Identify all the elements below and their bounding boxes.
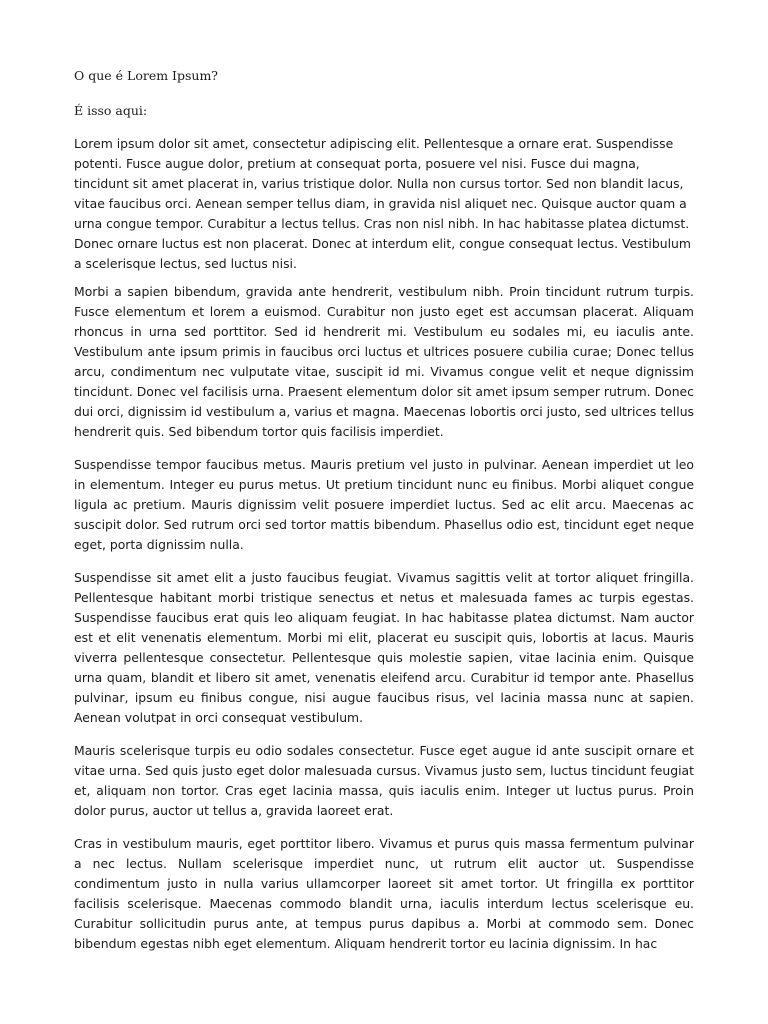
paragraph-4: Suspendisse sit amet elit a justo faucibus feugiat. Vivamus sagittis velit at tortor aliquet fringilla. Pellentesque habitant morbi tristique senectus et netus et malesuada fames ac turpis egestas. Suspendisse faucibus erat quis leo aliquam feugiat. In hac habitasse platea dictumst. Nam auctor est et elit venenatis elementum. Morbi mi elit, placerat eu suscipit quis, lobortis at lacus. Mauris viverra pellentesque consectetur. Pellentesque quis molestie sapien, vitae lacinia enim. Quisque urna quam, blandit et libero sit amet, venenatis eleifend arcu. Curabitur id tempor ante. Phasellus pulvinar, ipsum eu finibus congue, nisi augue faucibus risus, vel lacinia massa nunc at sapien. Aenean volutpat in orci consequat vestibulum. [74,570,694,725]
document-title: O que é Lorem Ipsum? [74,68,219,83]
document-page [74,0,694,1024]
paragraph-3: Suspendisse tempor faucibus metus. Mauris pretium vel justo in pulvinar. Aenean imperdiet ut leo in elementum. Integer eu purus metus. Ut pretium tincidunt nunc eu finibus. Morbi aliquet congue ligula ac pretium. Mauris dignissim velit posuere imperdiet luctus. Sed ac elit arcu. Maecenas ac suscipit dolor. Sed rutrum orci sed tortor mattis bibendum. Phasellus odio est, tincidunt eget neque eget, porta dignissim nulla. [74,457,694,552]
paragraph-2: Morbi a sapien bibendum, gravida ante hendrerit, vestibulum nibh. Proin tincidunt rutrum turpis. Fusce elementum et lorem a euismod. Curabitur non justo eget est accumsan placerat. Aliquam rhoncus in urna sed porttitor. Sed id hendrerit mi. Vestibulum eu sodales mi, eu iaculis ante. Vestibulum ante ipsum primis in faucibus orci luctus et ultrices posuere cubilia curae; Donec tellus arcu, condimentum nec vulputate vitae, suscipit id mi. Vivamus congue velit et neque dignissim tincidunt. Donec vel facilisis urna. Praesent elementum dolor sit amet ipsum semper rutrum. Donec dui orci, dignissim id vestibulum a, varius et magna. Maecenas lobortis orci justo, sed ultrices tellus hendrerit quis. Sed bibendum tortor quis facilisis imperdiet. [74,284,694,439]
document-body [74,134,694,967]
paragraph-5: Mauris scelerisque turpis eu odio sodales consectetur. Fusce eget augue id ante suscipit ornare et vitae urna. Sed quis justo eget dolor malesuada cursus. Vivamus justo sem, luctus tincidunt feugiat et, aliquam non tortor. Cras eget lacinia massa, quis iaculis enim. Integer ut luctus purus. Proin dolor purus, auctor ut tellus a, gravida laoreet erat. [74,743,694,818]
document-subtitle: É isso aqui: [74,103,148,118]
paragraph-6: Cras in vestibulum mauris, eget porttitor libero. Vivamus et purus quis massa fermentum pulvinar a nec lectus. Nullam scelerisque imperdiet nunc, ut rutrum elit auctor ut. Suspendisse condimentum justo in nulla varius ullamcorper laoreet sit amet tortor. Ut fringilla ex porttitor facilisis scelerisque. Maecenas commodo blandit urna, iaculis interdum lectus scelerisque eu. Curabitur sollicitudin purus ante, at tempus purus dapibus a. Morbi at commodo sem. Donec bibendum egestas nibh eget elementum. Aliquam hendrerit tortor eu lacinia dignissim. In hac [74,836,694,951]
paragraph-1: Lorem ipsum dolor sit amet, consectetur adipiscing elit. Pellentesque a ornare erat. Suspendisse potenti. Fusce augue dolor, pretium at consequat porta, posuere vel nisi. Fusce dui magna, tincidunt sit amet placerat in, varius tristique dolor. Nulla non cursus tortor. Sed non blandit lacus, vitae faucibus orci. Aenean semper tellus diam, in gravida nisl aliquet nec. Quisque auctor quam a urna congue tempor. Curabitur a lectus tellus. Cras non nisl nibh. In hac habitasse platea dictumst. Donec ornare luctus est non placerat. Donec at interdum elit, congue consequat lectus. Vestibulum a scelerisque lectus, sed luctus nisi. [74,136,691,271]
